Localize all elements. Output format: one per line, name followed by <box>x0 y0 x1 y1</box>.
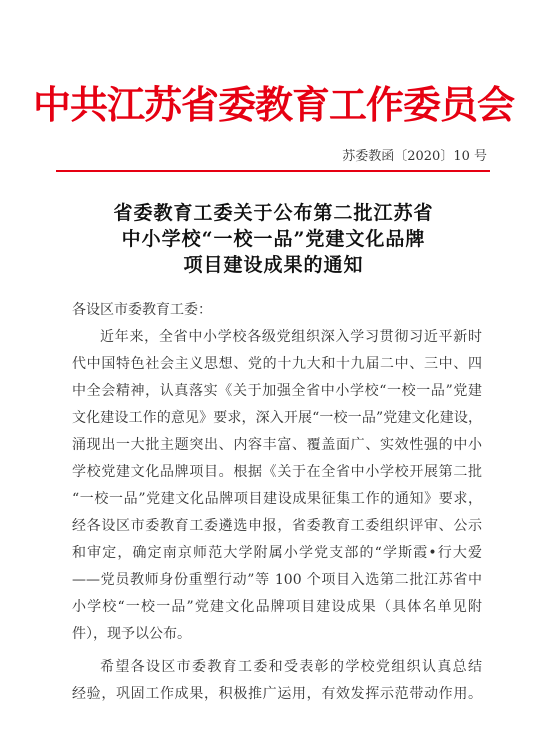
body-line: 小学校“一校一品”党建文化品牌项目建设成果（具体名单见附 <box>72 599 482 615</box>
title-line-1: 省委教育工委关于公布第二批江苏省 <box>113 202 434 224</box>
body-line: 希望各设区市委教育工委和受表彰的学校党组织认真总结 <box>100 659 482 675</box>
body-line: 和审定，确定南京师范大学附属小学党支部的“学斯霞•行大爱 <box>72 545 482 561</box>
body-line: ——党员教师身份重塑行动”等 100 个项目入选第二批江苏省中 <box>72 572 482 588</box>
body-line: 文化建设工作的意见》要求，深入开展“一校一品”党建文化建设， <box>72 410 482 426</box>
body-line: 件），现予以公布。 <box>72 626 191 642</box>
body-line: 涌现出一大批主题突出、内容丰富、覆盖面广、实效性强的中小 <box>72 437 482 453</box>
body-line: 中全会精神，认真落实《关于加强全省中小学校“一校一品”党建 <box>72 383 482 399</box>
body-line: 经各设区市委教育工委遴选申报，省委教育工委组织评审、公示 <box>72 518 482 534</box>
body-line: 学校党建文化品牌项目。根据《关于在全省中小学校开展第二批 <box>72 464 482 480</box>
masthead: 中共江苏省委教育工作委员会 <box>32 83 514 127</box>
body-line: “一校一品”党建文化品牌项目建设成果征集工作的通知》要求， <box>72 491 482 507</box>
body-line: 近年来，全省中小学校各级党组织深入学习贯彻习近平新时 <box>100 329 482 345</box>
title-line-2: 中小学校“一校一品”党建文化品牌 <box>121 228 426 250</box>
title-line-3: 项目建设成果的通知 <box>183 254 364 276</box>
salutation: 各设区市委教育工委： <box>72 302 212 318</box>
body-line: 经验，巩固工作成果，积极推广运用，有效发挥示范带动作用。 <box>72 686 482 702</box>
body-line: 代中国特色社会主义思想、党的十九大和十九届二中、三中、四 <box>72 356 482 372</box>
red-divider <box>56 170 490 172</box>
document-number: 苏委教函〔2020〕10 号 <box>342 149 487 164</box>
